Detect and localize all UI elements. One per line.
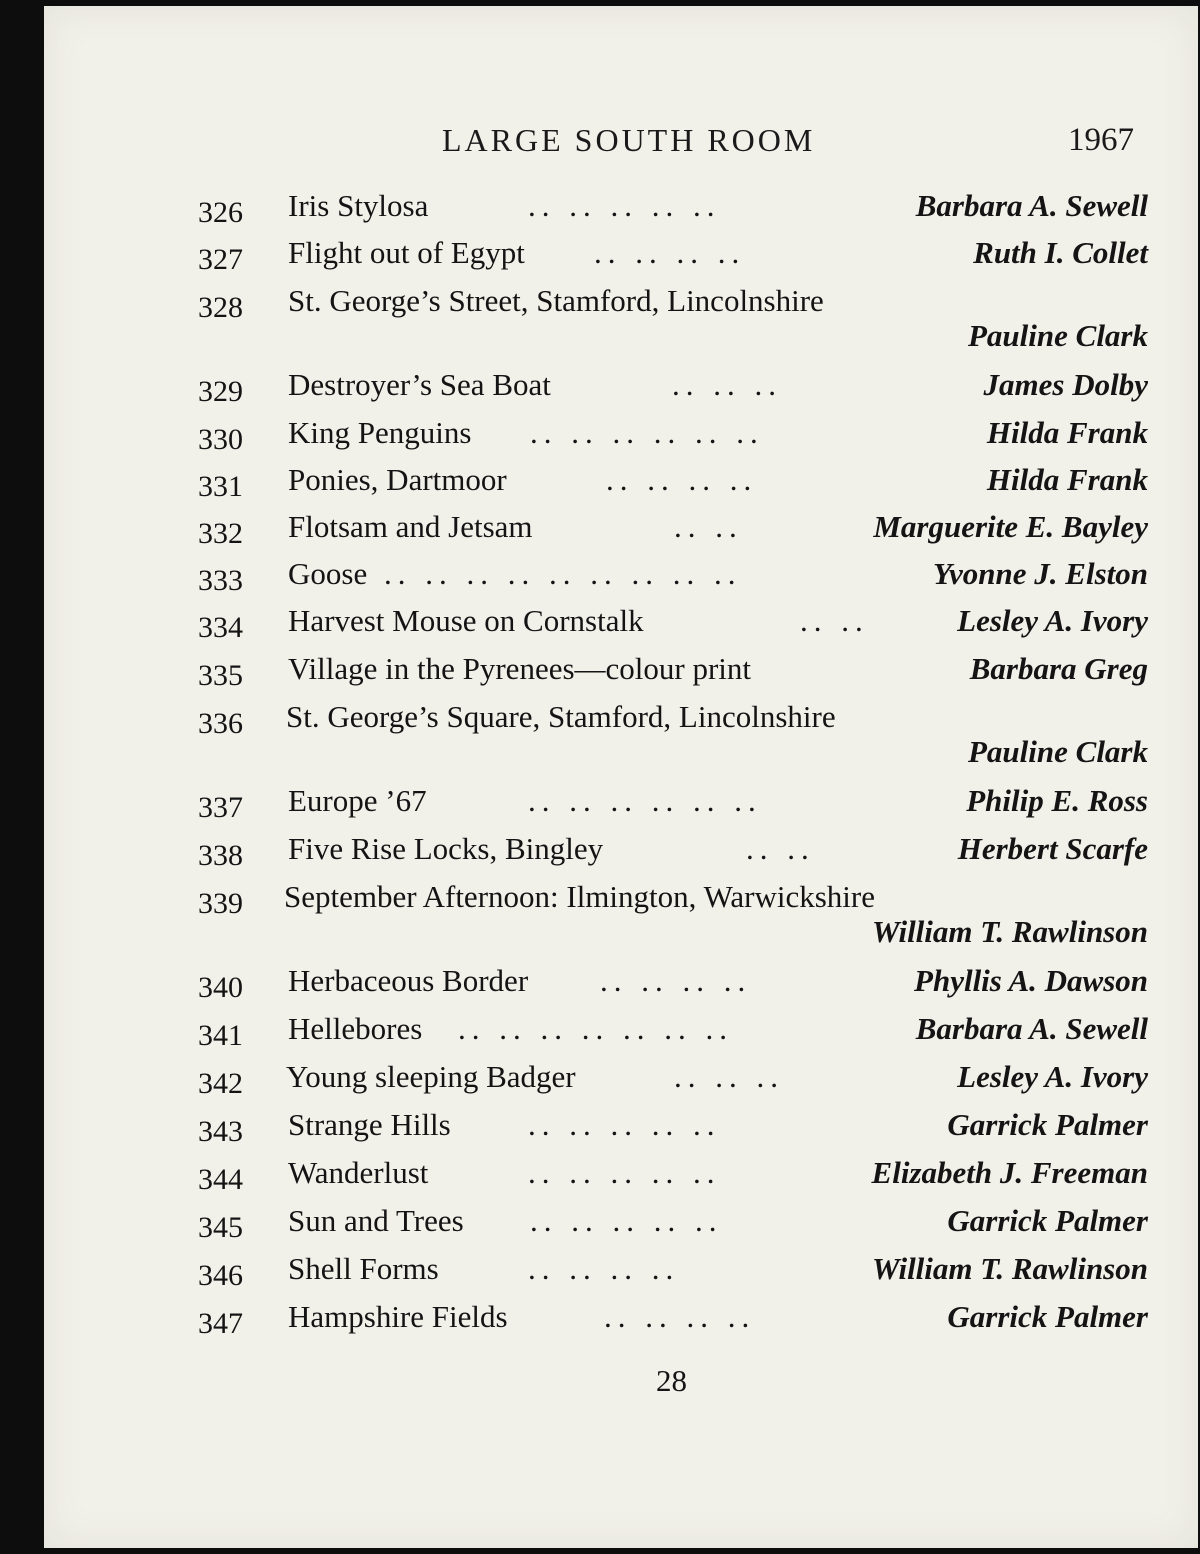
entry-artist: Garrick Palmer <box>947 1107 1148 1142</box>
leader-dots: .. .. .. .. .. .. <box>528 783 762 818</box>
leader-dots: .. .. .. .. <box>604 1299 756 1334</box>
entry-number: 331 <box>198 470 243 503</box>
leader-dots: .. .. <box>746 831 815 866</box>
entry-number: 338 <box>198 839 243 872</box>
entry-title: Ponies, Dartmoor <box>288 462 507 497</box>
entry-number: 341 <box>198 1019 243 1052</box>
entry-artist: William T. Rawlinson <box>872 914 1148 949</box>
entry-artist: Garrick Palmer <box>947 1299 1148 1334</box>
entry-title: Harvest Mouse on Cornstalk <box>288 603 644 638</box>
catalogue-entry <box>194 235 1148 279</box>
entry-number: 342 <box>198 1067 243 1100</box>
leader-dots: .. .. .. .. <box>594 235 746 270</box>
entry-artist: Barbara A. Sewell <box>915 1011 1148 1046</box>
catalogue-entry <box>194 1059 1148 1103</box>
entry-artist: Hilda Frank <box>986 462 1148 497</box>
catalogue-entry <box>194 415 1148 459</box>
entry-title: Goose <box>288 556 368 591</box>
entry-title: Sun and Trees <box>288 1203 464 1238</box>
entry-number: 336 <box>198 707 243 740</box>
entry-artist: Barbara Greg <box>969 651 1148 686</box>
entry-title: King Penguins <box>288 415 472 450</box>
leader-dots: .. .. .. .. .. .. .. .. .. <box>384 556 742 591</box>
entry-artist: Ruth I. Collet <box>973 235 1148 270</box>
catalogue-entry <box>194 1107 1148 1151</box>
entry-artist: Lesley A. Ivory <box>957 603 1148 638</box>
leader-dots: .. .. .. .. .. <box>530 1203 723 1238</box>
entry-artist: Philip E. Ross <box>966 783 1148 818</box>
catalogue-entry <box>194 509 1148 553</box>
catalogue-entry <box>194 879 1148 958</box>
catalogue-entry <box>194 603 1148 647</box>
catalogue-entry <box>194 556 1148 600</box>
entry-artist: Herbert Scarfe <box>957 831 1148 866</box>
entry-title: Hampshire Fields <box>288 1299 508 1334</box>
catalogue-entry <box>194 1011 1148 1055</box>
page-header <box>44 118 1198 168</box>
year-heading: 1967 <box>1068 122 1134 158</box>
leader-dots: .. .. .. <box>674 1059 784 1094</box>
entry-artist: James Dolby <box>983 367 1148 402</box>
leader-dots: .. .. <box>800 603 869 638</box>
leader-dots: .. .. .. .. .. <box>528 1155 721 1190</box>
entry-artist: Yvonne J. Elston <box>932 556 1148 591</box>
entry-artist: Elizabeth J. Freeman <box>871 1155 1148 1190</box>
catalogue-entry <box>194 1299 1148 1343</box>
catalogue-entry <box>194 783 1148 827</box>
entry-number: 328 <box>198 291 243 324</box>
entry-number: 344 <box>198 1163 243 1196</box>
entry-artist: Pauline Clark <box>967 318 1148 353</box>
entry-title: September Afternoon: Ilmington, Warwickshire <box>284 879 875 914</box>
entry-artist: Pauline Clark <box>967 734 1148 769</box>
entry-number: 346 <box>198 1259 243 1292</box>
entry-number: 339 <box>198 887 243 920</box>
catalogue-entry <box>194 699 1148 778</box>
entry-artist: Lesley A. Ivory <box>957 1059 1148 1094</box>
leader-dots: .. .. .. .. <box>528 1251 680 1286</box>
catalogue-entry <box>194 963 1148 1007</box>
catalogue-page <box>44 6 1198 1548</box>
entry-title: Destroyer’s Sea Boat <box>288 367 551 402</box>
entry-number: 343 <box>198 1115 243 1148</box>
entry-title: Strange Hills <box>288 1107 451 1142</box>
leader-dots: .. .. .. <box>672 367 782 402</box>
catalogue-entry <box>194 188 1148 232</box>
page-number: 28 <box>656 1363 687 1398</box>
entry-number: 326 <box>198 196 243 229</box>
entry-title: Herbaceous Border <box>288 963 529 998</box>
leader-dots: .. .. .. .. .. .. <box>530 415 764 450</box>
room-heading: LARGE SOUTH ROOM <box>442 122 816 158</box>
leader-dots: .. .. .. .. .. <box>528 188 721 223</box>
entry-artist: Marguerite E. Bayley <box>873 509 1148 544</box>
entry-number: 340 <box>198 971 243 1004</box>
entry-title: Flotsam and Jetsam <box>288 509 533 544</box>
entry-number: 337 <box>198 791 243 824</box>
entry-number: 335 <box>198 659 243 692</box>
entry-artist: William T. Rawlinson <box>872 1251 1148 1286</box>
entry-number: 332 <box>198 517 243 550</box>
entry-title: St. George’s Street, Stamford, Lincolnshire <box>288 283 824 318</box>
entry-title: Village in the Pyrenees—colour print <box>288 651 752 686</box>
entry-artist: Barbara A. Sewell <box>915 188 1148 223</box>
entry-title: Hellebores <box>288 1011 423 1046</box>
entry-title: Five Rise Locks, Bingley <box>288 831 604 866</box>
catalogue-entry <box>194 367 1148 411</box>
entry-number: 347 <box>198 1307 243 1340</box>
leader-dots: .. .. .. .. <box>606 462 758 497</box>
catalogue-entry <box>194 651 1148 695</box>
entry-title: Shell Forms <box>288 1251 439 1286</box>
entry-artist: Phyllis A. Dawson <box>914 963 1148 998</box>
catalogue-entry <box>194 1155 1148 1199</box>
entry-number: 333 <box>198 564 243 597</box>
entry-artist: Garrick Palmer <box>947 1203 1148 1238</box>
leader-dots: .. .. .. .. <box>600 963 752 998</box>
entry-title: Wanderlust <box>288 1155 429 1190</box>
entry-title: Flight out of Egypt <box>288 235 525 270</box>
catalogue-entry <box>194 1203 1148 1247</box>
catalogue-entry <box>194 1251 1148 1295</box>
entry-number: 345 <box>198 1211 243 1244</box>
entry-title: Young sleeping Badger <box>286 1059 576 1094</box>
entry-number: 327 <box>198 243 243 276</box>
entry-artist: Hilda Frank <box>986 415 1148 450</box>
catalogue-entry <box>194 462 1148 506</box>
catalogue-entry <box>194 831 1148 875</box>
leader-dots: .. .. .. .. .. .. .. <box>458 1011 733 1046</box>
leader-dots: .. .. <box>674 509 743 544</box>
entry-number: 329 <box>198 375 243 408</box>
leader-dots: .. .. .. .. .. <box>528 1107 721 1142</box>
catalogue-entry <box>194 283 1148 362</box>
entry-title: Iris Stylosa <box>288 188 429 223</box>
entry-number: 330 <box>198 423 243 456</box>
entry-title: Europe ’67 <box>288 783 427 818</box>
entry-title: St. George’s Square, Stamford, Lincolnshire <box>286 699 836 734</box>
entry-number: 334 <box>198 611 243 644</box>
